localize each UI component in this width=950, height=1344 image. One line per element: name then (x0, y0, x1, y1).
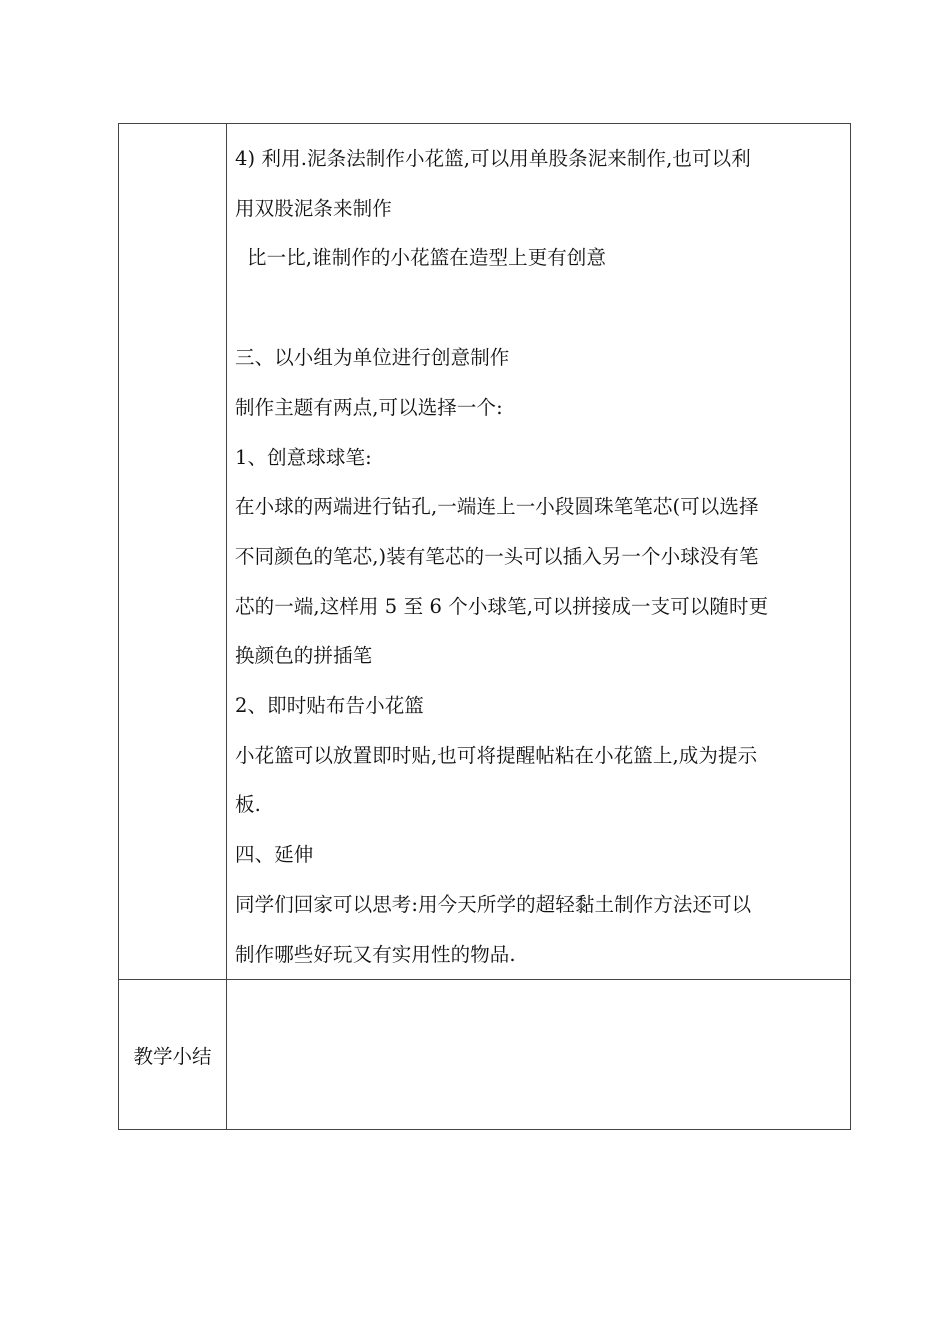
section4-line-1: 同学们回家可以思考:用今天所学的超轻黏土制作方法还可以 (235, 892, 752, 916)
section4-line-2: 制作哪些好玩又有实用性的物品. (235, 942, 516, 966)
section3-title: 三、以小组为单位进行创意制作 (235, 346, 510, 370)
topic1-line-1: 在小球的两端进行钻孔,一端连上一小段圆珠笔笔芯(可以选择 (235, 495, 759, 519)
step4-line-2: 用双股泥条来制作 (235, 196, 392, 220)
activity-content-cell (227, 124, 851, 980)
lesson-plan-table (118, 123, 851, 1130)
topic2-title: 2、即时贴布告小花篮 (235, 694, 424, 718)
topic1-title: 1、创意球球笔: (235, 445, 372, 469)
activity-row (119, 124, 851, 980)
compare-prompt: 比一比,谁制作的小花篮在造型上更有创意 (247, 246, 607, 270)
topic1-line-2: 不同颜色的笔芯,)装有笔芯的一头可以插入另一个小球没有笔 (235, 544, 759, 568)
summary-label: 教学小结 (119, 980, 227, 1130)
summary-content-cell (227, 980, 851, 1130)
topic2-line-2: 板. (235, 793, 261, 817)
topic1-line-4: 换颜色的拼插笔 (235, 644, 373, 668)
topic2-line-1: 小花篮可以放置即时贴,也可将提醒帖粘在小花篮上,成为提示 (235, 743, 758, 767)
step4-line-1: 4) 利用.泥条法制作小花篮,可以用单股条泥来制作,也可以利 (235, 147, 751, 170)
blank-line (235, 283, 842, 333)
topic1-line-3: 芯的一端,这样用 5 至 6 个小球笔,可以拼接成一支可以随时更 (235, 594, 769, 618)
activity-label-cell (119, 124, 227, 980)
section4-title: 四、延伸 (235, 843, 314, 867)
section3-intro: 制作主题有两点,可以选择一个: (235, 395, 503, 419)
summary-row (119, 980, 851, 1130)
